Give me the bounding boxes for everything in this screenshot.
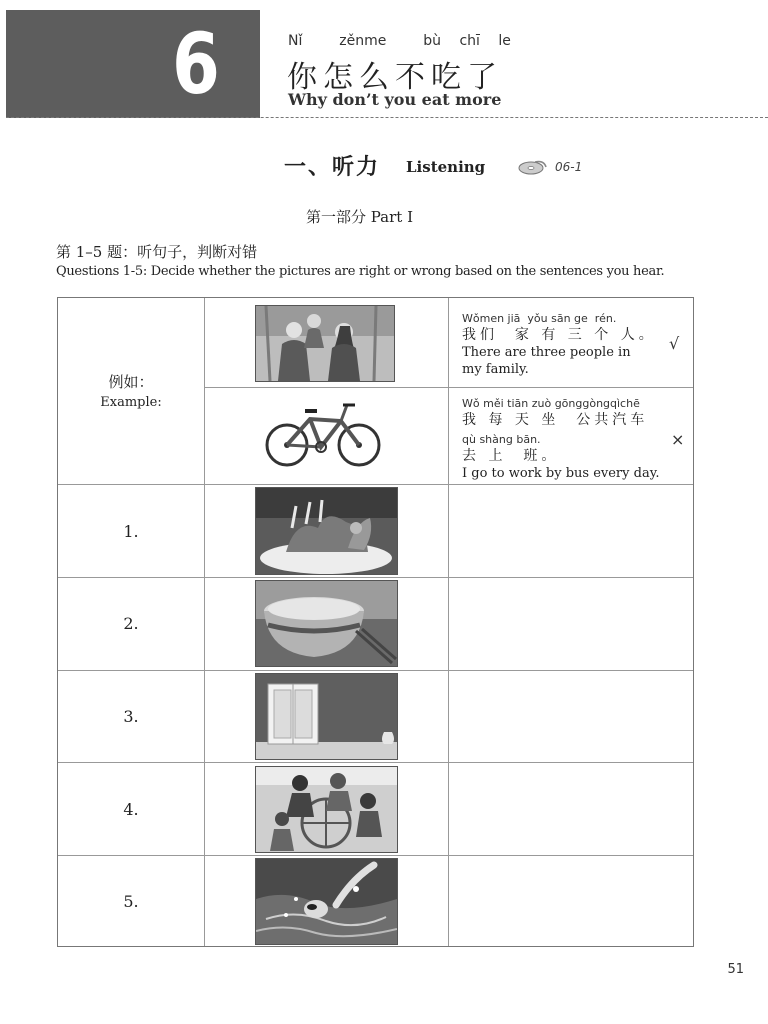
example-label-cn: 例如： [108,373,154,391]
question-number: 3. [123,707,139,726]
lesson-title-cn: 你怎么不吃了 [287,60,503,95]
question-number: 2. [123,614,139,633]
example-2-pinyin-line2: qù shàng bān. [462,433,541,446]
instructions-cn: 第 1–5 题：听句子，判断对错 [56,243,258,261]
instructions-en: Questions 1-5: Decide whether the pictures are right or wrong based on the sentences you hear. [56,264,665,279]
row-divider [58,484,693,485]
check-mark-icon: √ [669,334,680,353]
lesson-number: 6 [172,15,220,113]
row-divider [204,387,693,388]
column-divider [204,298,205,946]
lesson-title-en: Why don’t you eat more [288,90,502,109]
question-number: 5. [123,892,139,911]
header-divider [6,117,768,118]
example-2-chinese-line2: 去 上 班。 [462,448,560,464]
example-2-chinese-line1: 我 每 天 坐 公共汽车 [462,412,649,428]
cd-icon[interactable] [518,158,548,176]
part-heading: 第一部分 Part Ⅰ [306,208,414,226]
example-2-english: I go to work by bus every day. [462,466,660,481]
section-title-en: Listening [406,158,486,176]
example-2-text [462,395,659,482]
exercise-table [57,297,694,947]
example-2-pinyin-line1: Wǒ měi tiān zuò gōnggòngqìchē [462,397,640,410]
cross-mark-icon: × [671,430,685,449]
example-1-english-line2: my family. [462,362,529,377]
room-with-door [255,673,398,760]
row-divider [58,762,693,763]
family-photo [255,305,395,382]
page-number: 51 [727,962,744,977]
example-label-en: Example: [100,395,162,410]
row-divider [58,577,693,578]
section-title-cn: 一、听力 [284,154,381,180]
example-1-text [462,310,657,378]
title-pinyin: Nǐ zěnme bù chī le [288,33,511,49]
bowl-of-rice [255,580,398,667]
column-divider [448,298,449,946]
roast-meat-dish [255,487,398,575]
question-number: 1. [123,522,139,541]
row-divider [58,855,693,856]
example-1-english-line1: There are three people in [462,345,631,360]
group-on-bicycle [255,766,398,853]
bicycle-image [255,393,393,473]
row-divider [58,670,693,671]
example-1-chinese: 我们 家 有 三 个 人。 [462,327,657,343]
swimmer [255,858,398,945]
question-number: 4. [123,800,139,819]
audio-track-number: 06-1 [555,160,583,174]
lesson-number-block [6,10,260,118]
example-1-pinyin: Wǒmen jiā yǒu sān ge rén. [462,312,617,325]
